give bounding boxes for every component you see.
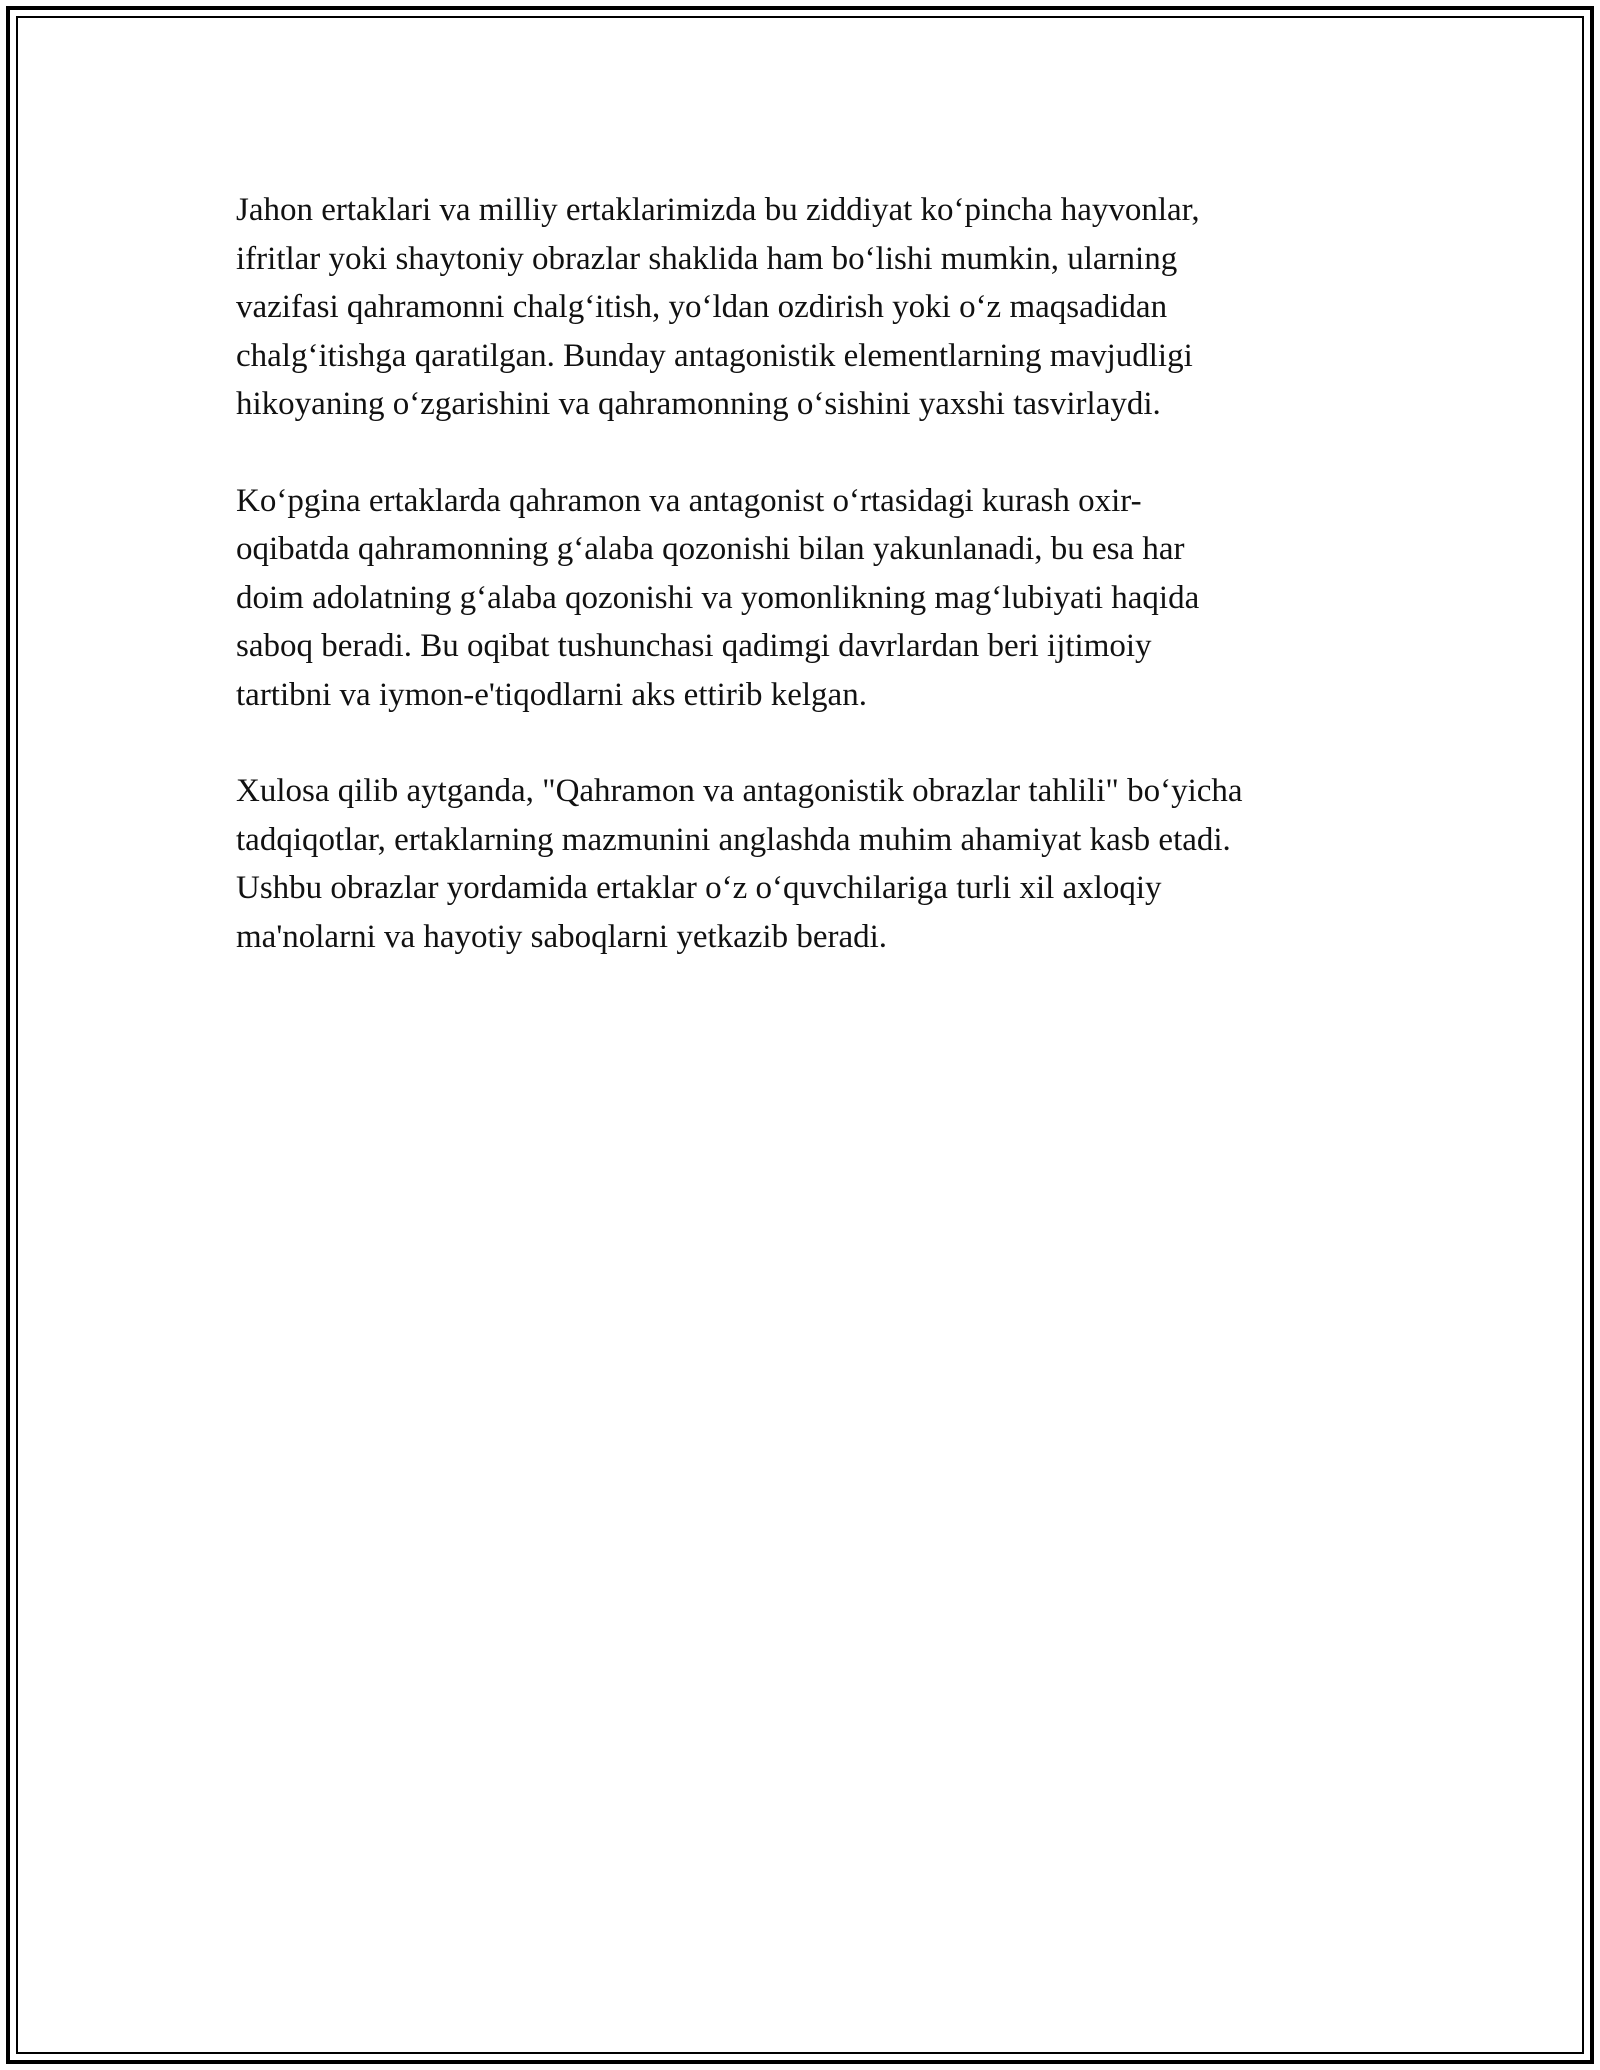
paragraph-3-line-2: tadqiqotlar, ertaklarning mazmunini anglashda muhim ahamiyat kasb etadi. [236, 821, 1231, 858]
paragraph-1-line-1: Jahon ertaklari va milliy ertaklarimizda bu ziddiyat ko‘pincha hayvonlar, [236, 192, 1200, 228]
paragraph-3-line-1: Xulosa qilib aytganda, "Qahramon va antagonistik obrazlar tahlili" bo‘yicha [236, 773, 1243, 809]
paragraph-2-line-1: Ko‘pgina ertaklarda qahramon va antagonist o‘rtasidagi kurash oxir- [236, 482, 1142, 519]
document-body [236, 186, 1396, 1009]
paragraph-3 [236, 767, 1396, 961]
paragraph-2-line-4: saboq beradi. Bu oqibat tushunchasi qadimgi davrlardan beri ijtimoiy [236, 628, 1152, 664]
paragraph-3-line-3: Ushbu obrazlar yordamida ertaklar o‘z o‘quvchilariga turli xil axloqiy [236, 870, 1162, 906]
paragraph-3-line-4: ma'nolarni va hayotiy saboqlarni yetkazib beradi. [236, 918, 888, 955]
paragraph-1-line-2: ifritlar yoki shaytoniy obrazlar shaklida ham bo‘lishi mumkin, ularning [236, 240, 1178, 277]
paragraph-2-line-2: oqibatda qahramonning g‘alaba qozonishi bilan yakunlanadi, bu esa har [236, 531, 1185, 567]
paragraph-2 [236, 477, 1396, 720]
paragraph-1-line-4: chalg‘itishga qaratilgan. Bunday antagonistik elementlarning mavjudligi [236, 337, 1193, 374]
paragraph-1 [236, 186, 1396, 429]
paragraph-2-line-3: doim adolatning g‘alaba qozonishi va yomonlikning mag‘lubiyati haqida [236, 579, 1200, 616]
paragraph-1-line-5: hikoyaning o‘zgarishini va qahramonning o‘sishini yaxshi tasvirlaydi. [236, 386, 1161, 422]
paragraph-1-line-3: vazifasi qahramonni chalg‘itish, yo‘ldan ozdirish yoki o‘z maqsadidan [236, 289, 1168, 325]
paragraph-2-line-5: tartibni va iymon-e'tiqodlarni aks ettirib kelgan. [236, 676, 867, 713]
